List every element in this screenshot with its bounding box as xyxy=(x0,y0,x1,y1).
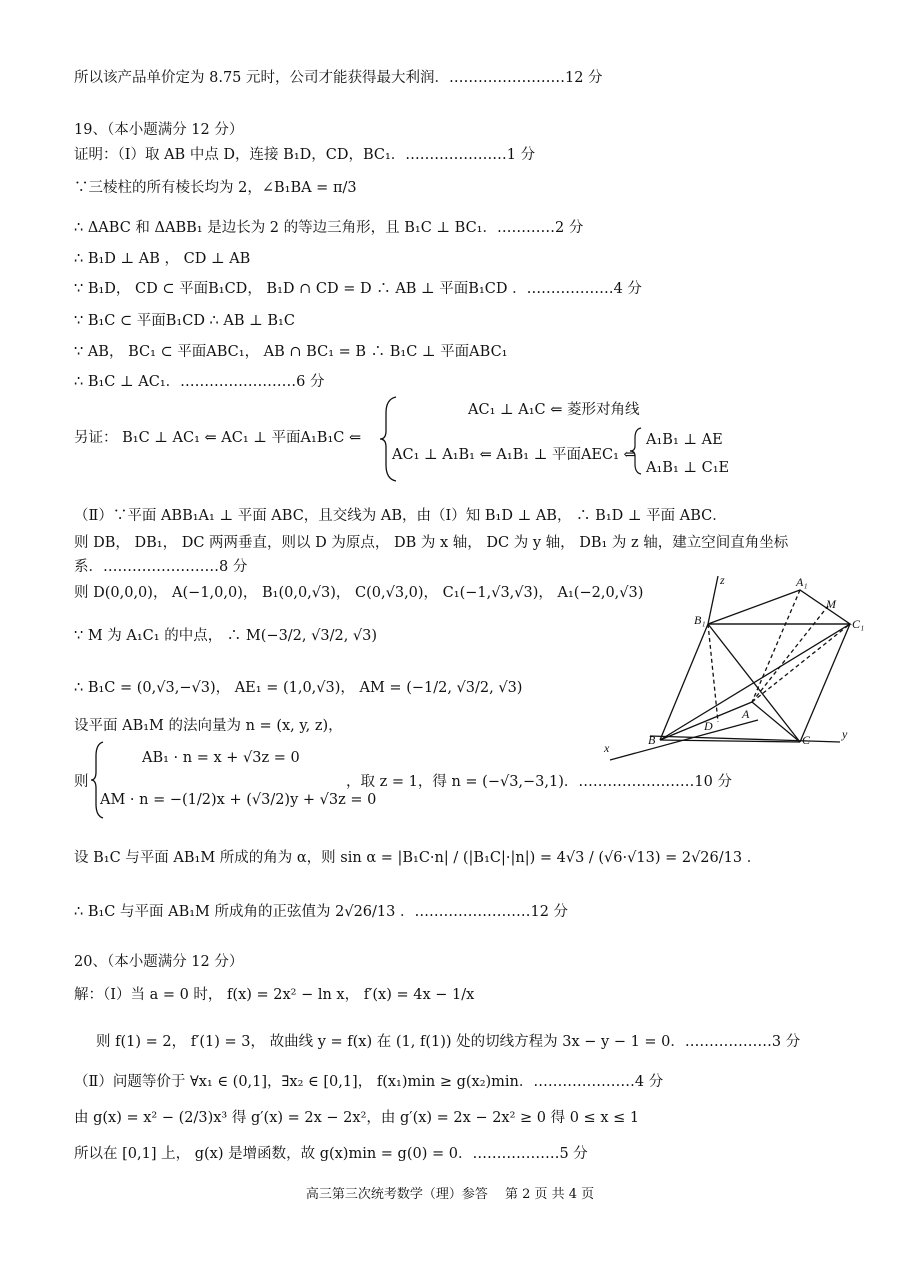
proof-line-3: ∴ ΔABC 和 ΔABB₁ 是边长为 2 的等边三角形，且 B₁C ⊥ BC₁．…………2 分 xyxy=(74,220,584,236)
problem-20-header: 20、（本小题满分 12 分） xyxy=(74,954,244,970)
part2-line-2: 则 DB， DB₁， DC 两两垂直，则以 D 为原点， DB 为 x 轴， DC 为 y 轴， DB₁ 为 z 轴，建立空间直角坐标 xyxy=(74,535,789,551)
vectors-line: ∴ B₁C = (0,√3,−√3)， AE₁ = (1,0,√3)， AM = (−1/2, √3/2, √3) xyxy=(74,680,523,696)
alt-proof-cond-1: A₁B₁ ⊥ AE xyxy=(646,432,723,448)
line-profit: 所以该产品单价定为 8.75 元时，公司才能获得最大利润．……………………12 分 xyxy=(74,70,603,86)
proof-line-8: ∴ B₁C ⊥ AC₁．……………………6 分 xyxy=(74,374,325,390)
p20-line-2: 则 f(1) = 2， f′(1) = 3， 故曲线 y = f(x) 在 (1, f(1)) 处的切线方程为 3x − y − 1 = 0．………………3 分 xyxy=(96,1034,801,1050)
part2-line-3: 系．……………………8 分 xyxy=(74,559,248,575)
proof-line-5: ∵ B₁D， CD ⊂ 平面B₁CD， B₁D ∩ CD = D ∴ AB ⊥ 平面B₁CD ．………………4 分 xyxy=(74,281,642,297)
alt-proof-bottom: AC₁ ⊥ A₁B₁ ⇐ A₁B₁ ⊥ 平面AEC₁ ⇐ xyxy=(392,447,636,463)
p20-line-1: 解：（Ⅰ）当 a = 0 时， f(x) = 2x² − ln x， f′(x) = 4x − 1/x xyxy=(74,987,475,1003)
p20-line-5: 所以在 [0,1] 上， g(x) 是增函数，故 g(x)min = g(0) = 0．………………5 分 xyxy=(74,1146,588,1162)
alt-proof-cond-2: A₁B₁ ⊥ C₁E xyxy=(646,460,730,476)
z-axis xyxy=(708,576,718,624)
system-result: ，取 z = 1，得 n = (−√3,−3,1)．……………………10 分 xyxy=(346,774,732,790)
alt-proof-label: 另证： B₁C ⊥ AC₁ ⇐ AC₁ ⊥ 平面A₁B₁C ⇐ xyxy=(74,430,362,446)
label-x: x xyxy=(604,741,610,755)
proof-line-7: ∵ AB， BC₁ ⊂ 平面ABC₁， AB ∩ BC₁ = B ∴ B₁C ⊥ 平面ABC₁ xyxy=(74,344,508,360)
page-footer: 高三第三次统考数学（理）参答 第 2 页 共 4 页 xyxy=(305,1187,595,1202)
p20-line-4: 由 g(x) = x² − (2/3)x³ 得 g′(x) = 2x − 2x²，由 g′(x) = 2x − 2x² ≥ 0 得 0 ≤ x ≤ 1 xyxy=(74,1110,640,1126)
alt-proof-top: AC₁ ⊥ A₁C ⇐ 菱形对角线 xyxy=(468,402,640,418)
problem-19-header: 19、（本小题满分 12 分） xyxy=(74,122,244,138)
label-A1: A₁ xyxy=(796,575,808,589)
label-y: y xyxy=(842,727,848,741)
label-C1: C₁ xyxy=(852,617,865,631)
prism-figure xyxy=(600,572,865,772)
label-M: M xyxy=(826,597,836,611)
system-eq-2: AM · n = −(1/2)x + (√3/2)y + √3z = 0 xyxy=(100,792,377,808)
proof-line-2: ∵三棱柱的所有棱长均为 2，∠B₁BA = π/3 xyxy=(74,180,357,196)
label-z: z xyxy=(720,573,725,587)
part2-line-1: （Ⅱ）∵平面 ABB₁A₁ ⊥ 平面 ABC，且交线为 AB，由（Ⅰ）知 B₁D ⊥ AB， ∴ B₁D ⊥ 平面 ABC． xyxy=(74,508,727,524)
label-D: D xyxy=(704,719,713,733)
sine-angle-line: 设 B₁C 与平面 AB₁M 所成的角为 α，则 sin α = |B₁C·n| / (|B₁C|·|n|) = 4√3 / (√6·√13) = 2√26/13 ． xyxy=(74,850,762,866)
label-B: B xyxy=(648,733,656,747)
proof-line-6: ∵ B₁C ⊂ 平面B₁CD ∴ AB ⊥ B₁C xyxy=(74,313,295,329)
conclusion-line: ∴ B₁C 与平面 AB₁M 所成角的正弦值为 2√26/13 ．……………………12 分 xyxy=(74,904,569,920)
small-brace xyxy=(628,426,644,476)
p20-line-3: （Ⅱ）问题等价于 ∀x₁ ∈ (0,1]，∃x₂ ∈ [0,1]， f(x₁)min ≥ g(x₂)min．…………………4 分 xyxy=(74,1074,664,1090)
normal-vector-line: 设平面 AB₁M 的法向量为 n = (x, y, z)， xyxy=(74,718,343,734)
proof-line-1: 证明：（Ⅰ）取 AB 中点 D，连接 B₁D，CD，BC₁．…………………1 分 xyxy=(74,147,536,163)
system-eq-1: AB₁ · n = x + √3z = 0 xyxy=(142,750,300,766)
coordinates-line: 则 D(0,0,0)， A(−1,0,0)， B₁(0,0,√3)， C(0,√3,0)， C₁(−1,√3,√3)， A₁(−2,0,√3) xyxy=(74,585,644,601)
midpoint-line: ∵ M 为 A₁C₁ 的中点， ∴ M(−3/2, √3/2, √3) xyxy=(74,628,378,644)
label-B1: B₁ xyxy=(694,613,706,627)
left-brace xyxy=(378,395,400,483)
proof-line-4: ∴ B₁D ⊥ AB ， CD ⊥ AB xyxy=(74,251,251,267)
label-C: C xyxy=(802,733,811,747)
label-A: A xyxy=(742,707,750,721)
system-label: 则 xyxy=(74,774,89,790)
